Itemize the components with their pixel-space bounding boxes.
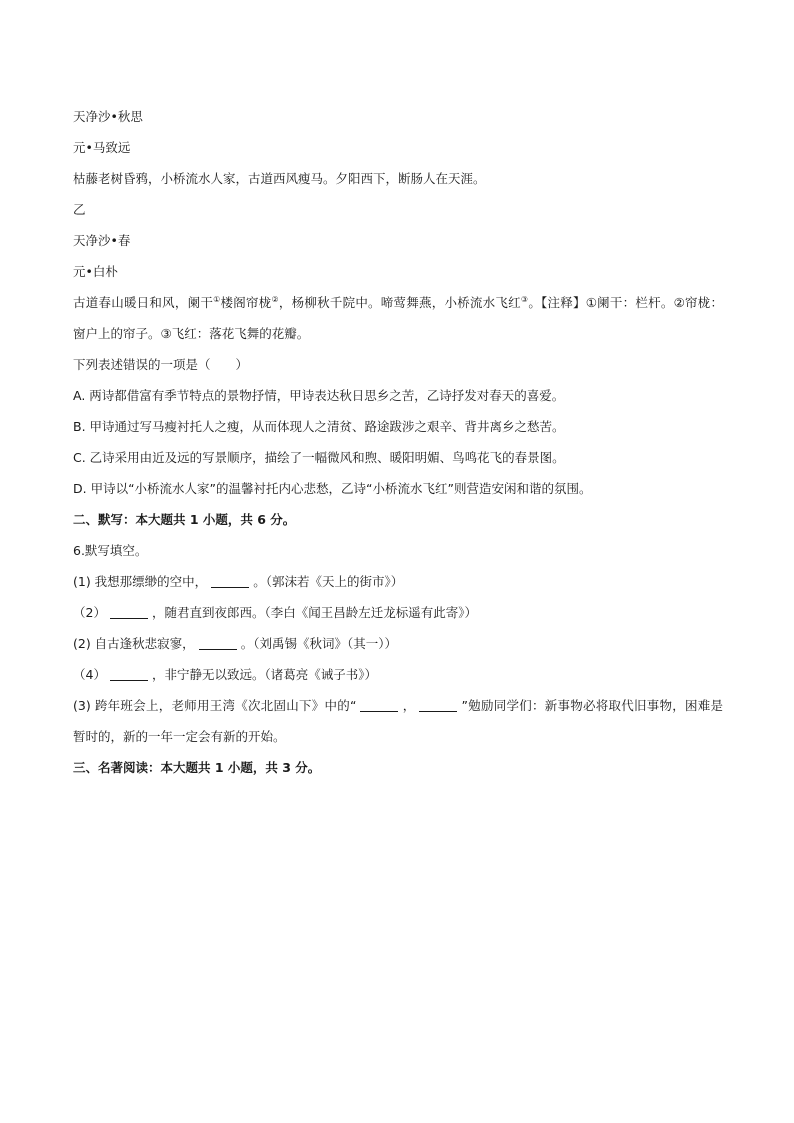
fill-blank[interactable]	[211, 573, 249, 588]
item-suffix: 。（郭沫若《天上的街市》）	[253, 574, 404, 589]
poem-b-text-part: 古道春山暖日和风，阑干	[73, 295, 214, 310]
document-page	[73, 101, 723, 783]
question5-option-d: D. 甲诗以“小桥流水人家”的温馨衬托内心悲愁，乙诗“小桥流水飞红”则营造安闲和谐的氛围。	[73, 481, 592, 496]
question6-item	[73, 628, 723, 659]
fill-blank[interactable]	[110, 666, 148, 681]
question5-option-b: B. 甲诗通过写马瘦衬托人之瘦，从而体现人之清贫、路途跋涉之艰辛、背井离乡之愁苦。	[73, 419, 565, 434]
section2-heading: 二、默写：本大题共 1 小题，共 6 分。	[73, 512, 296, 527]
question6-item	[73, 659, 723, 690]
poem-b-title: 天净沙•春	[73, 233, 131, 248]
question5-option-c: C. 乙诗采用由近及远的写景顺序，描绘了一幅微风和煦、暖阳明媚、鸟鸣花飞的春景图。	[73, 450, 565, 465]
question5-option-a: A. 两诗都借富有季节特点的景物抒情，甲诗表达秋日思乡之苦，乙诗抒发对春天的喜爱。	[73, 388, 565, 403]
question6-item	[73, 597, 723, 628]
question6-item	[73, 566, 723, 597]
fill-blank[interactable]	[419, 697, 457, 712]
poem-a-author: 元•马致远	[73, 140, 131, 155]
section3-heading: 三、名著阅读：本大题共 1 小题，共 3 分。	[73, 760, 321, 775]
item-suffix: ”勉励同学们：新事物必将取代旧事物，困难是暂时的，新的一年一定会有新的开始。	[73, 698, 723, 744]
poem-b-author: 元•白朴	[73, 264, 118, 279]
item-prefix: (2) 自古逢秋悲寂寥，	[73, 636, 195, 651]
footnote-marker: ②	[271, 294, 279, 304]
poem-b-label: 乙	[73, 202, 86, 217]
fill-blank[interactable]	[110, 604, 148, 619]
poem-b-notes: 。【注释】①阑干：栏杆。②帘栊：窗户上的帘子。③飞红：落花飞舞的花瓣。	[73, 295, 724, 341]
fill-blank[interactable]	[199, 635, 237, 650]
question6-item	[73, 690, 723, 752]
fill-blank[interactable]	[360, 697, 398, 712]
item-prefix: （4）	[73, 667, 106, 682]
item-prefix: （2）	[73, 605, 106, 620]
poem-b-text-part: ，杨柳秋千院中。啼莺舞燕，小桥流水飞红	[278, 295, 521, 310]
item-suffix: ，非宁静无以致远。（诸葛亮《诫子书》）	[151, 667, 377, 682]
question5-stem: 下列表述错误的一项是（ ）	[73, 357, 249, 372]
poem-a-title: 天净沙•秋思	[73, 109, 143, 124]
item-suffix: 。（刘禹锡《秋词》（其一））	[240, 636, 397, 651]
question6-stem: 6.默写填空。	[73, 543, 148, 558]
item-prefix: (3) 跨年班会上，老师用王湾《次北固山下》中的“	[73, 698, 357, 713]
item-suffix: ，随君直到夜郎西。（李白《闻王昌龄左迁龙标遥有此寄》）	[151, 605, 477, 620]
item-prefix: (1) 我想那缥缈的空中，	[73, 574, 208, 589]
poem-a-text: 枯藤老树昏鸦，小桥流水人家，古道西风瘦马。夕阳西下，断肠人在天涯。	[73, 171, 486, 186]
poem-b-text	[73, 287, 723, 349]
item-separator: ，	[402, 698, 416, 713]
poem-b-text-part: 楼阁帘栊	[220, 295, 272, 310]
footnote-marker: ①	[213, 294, 221, 304]
footnote-marker: ③	[520, 294, 529, 304]
